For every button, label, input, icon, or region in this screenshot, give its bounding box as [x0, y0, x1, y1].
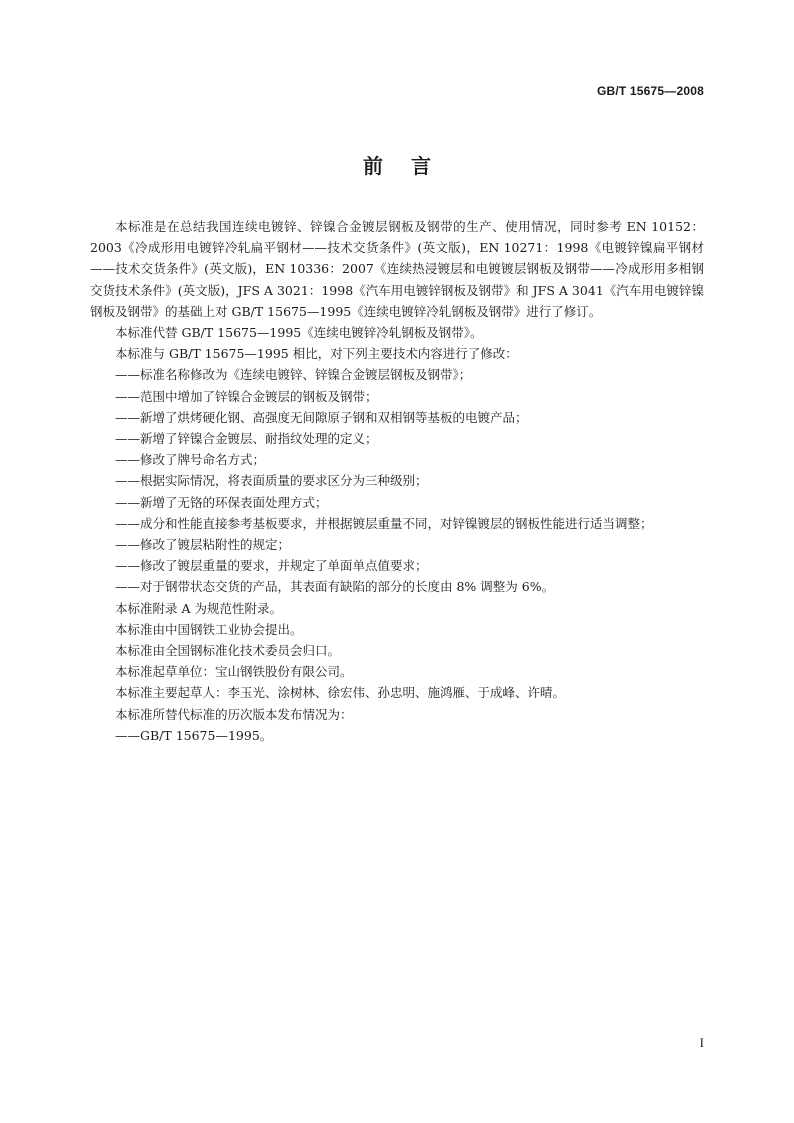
- page-number: I: [699, 1035, 704, 1050]
- list-item: ——标准名称修改为《连续电镀锌、锌镍合金镀层钢板及钢带》；: [115, 367, 472, 383]
- paragraph-proposer: 本标准由中国钢铁工业协会提出。: [115, 621, 303, 637]
- list-item: ——新增了锌镍合金镀层、耐指纹处理的定义；: [115, 431, 378, 447]
- paragraph-drafters: 本标准主要起草人：李玉光、涂树林、徐宏伟、孙忠明、施鸿雁、于成峰、许晴。: [115, 685, 566, 701]
- list-item: ——修改了镀层粘附性的规定；: [115, 537, 291, 553]
- list-item: ——修改了牌号命名方式；: [115, 452, 266, 468]
- list-item: ——成分和性能直接参考基板要求，并根据镀层重量不同，对锌镍镀层的钢板性能进行适当调整；: [115, 515, 653, 531]
- list-item: ——新增了烘烤硬化钢、高强度无间隙原子钢和双相钢等基板的电镀产品；: [115, 409, 528, 425]
- paragraph-annex: 本标准附录 A 为规范性附录。: [115, 600, 282, 616]
- page-title: 前言: [363, 154, 459, 178]
- paragraph-administrator: 本标准由全国钢标准化技术委员会归口。: [115, 643, 341, 659]
- paragraph-changes-intro: 本标准与 GB/T 15675—1995 相比，对下列主要技术内容进行了修改：: [115, 346, 518, 362]
- list-item: ——新增了无铬的环保表面处理方式；: [115, 494, 328, 510]
- standard-number: GB/T 15675—2008: [596, 84, 704, 98]
- paragraph-drafting-unit: 本标准起草单位：宝山钢铁股份有限公司。: [115, 664, 353, 680]
- paragraph-replaces: 本标准代替 GB/T 15675—1995《连续电镀锌冷轧钢板及钢带》。: [115, 325, 483, 341]
- list-item: ——对于钢带状态交货的产品，其表面有缺陷的部分的长度由 8% 调整为 6%。: [115, 579, 555, 595]
- paragraph-intro: 本标准是在总结我国连续电镀锌、锌镍合金镀层钢板及钢带的生产、使用情况，同时参考 EN 10152：2003《冷成形用电镀锌冷轧扁平钢材——技术交货条件》(英文版)，EN 10271：1998《电镀锌镍扁平钢材——技术交货条件》(英文版)，EN 10336：2007《连续热浸镀层和电镀镀层钢板及钢带——冷成形用多相钢交货技术条件》(英文版)，JFS A 3021：1998《汽车用电镀锌钢板及钢带》和 JFS A 3041《汽车用电镀锌镍钢板及钢带》的基础上对 GB/T 15675—1995《连续电镀锌冷轧钢板及钢带》进行了修订。: [90, 219, 704, 319]
- list-item: ——修改了镀层重量的要求，并规定了单面单点值要求；: [115, 558, 428, 574]
- foreword-body: [90, 216, 704, 746]
- list-item: ——GB/T 15675—1995。: [115, 727, 273, 743]
- list-item: ——范围中增加了锌镍合金镀层的钢板及钢带；: [115, 388, 378, 404]
- paragraph-history-intro: 本标准所替代标准的历次版本发布情况为：: [115, 706, 353, 722]
- list-item: ——根据实际情况，将表面质量的要求区分为三种级别；: [115, 473, 428, 489]
